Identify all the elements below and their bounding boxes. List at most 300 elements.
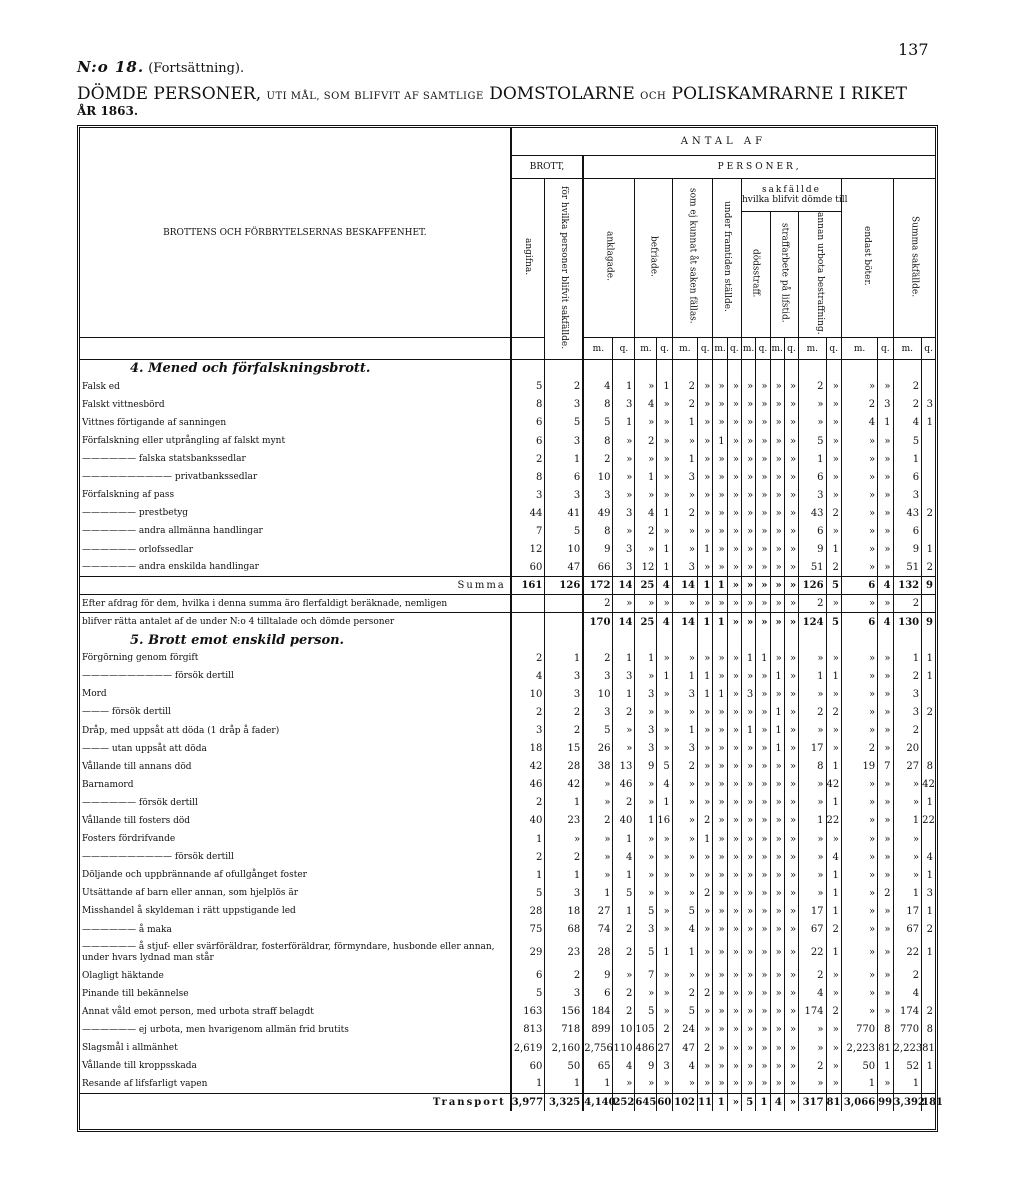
cell-value: » (635, 830, 657, 848)
table-row (80, 921, 935, 939)
cell-value: » (672, 486, 697, 504)
cell-value: 1 (657, 541, 672, 559)
cell-value: » (826, 649, 841, 667)
cell-value: » (727, 703, 741, 721)
cell-value: » (635, 884, 657, 902)
cell-value: 2,160 (545, 1039, 583, 1057)
cell-value: 3 (613, 667, 635, 685)
cell-value: » (613, 522, 635, 540)
col-sakfallde-for: för hvilka personer blifvit sakfällde. (545, 178, 583, 360)
cell-value: 3 (672, 685, 697, 703)
cell-value (922, 522, 935, 540)
cell-value: » (784, 1093, 798, 1111)
cell-value: » (698, 486, 713, 504)
cell-value: » (770, 921, 784, 939)
row-label: —————— försök dertill (80, 794, 511, 812)
cell-value: 170 (583, 613, 613, 631)
cell-value: » (741, 595, 755, 613)
cell-value: 2 (799, 967, 826, 985)
cell-value: » (713, 1039, 727, 1057)
cell-value: » (613, 1075, 635, 1093)
page-series (77, 58, 244, 76)
cell-value: 486 (635, 1039, 657, 1057)
cell-value: 5 (635, 939, 657, 967)
row-label: —————— andra allmänna handlingar (80, 522, 511, 540)
cell-value: » (878, 667, 893, 685)
cell-value: » (713, 721, 727, 739)
summa-row (80, 577, 935, 595)
cell-value: » (635, 985, 657, 1003)
cell-value: 1 (698, 541, 713, 559)
cell-value: 1 (756, 649, 770, 667)
statistics-table (80, 128, 943, 1111)
cell-value: » (799, 794, 826, 812)
cell-value: 4 (583, 378, 613, 396)
cell-value: 1 (878, 1057, 893, 1075)
cell-value: » (698, 432, 713, 450)
cell-value: 3 (672, 468, 697, 486)
mq-label: q. (878, 338, 893, 360)
cell-value: 1 (893, 649, 922, 667)
mq-label: m. (713, 338, 727, 360)
row-label: Transport (80, 1093, 511, 1111)
cell-value: 2 (613, 939, 635, 967)
cell-value: 2 (698, 812, 713, 830)
cell-value: 50 (545, 1057, 583, 1075)
table-row (80, 902, 935, 920)
cell-value: 1 (511, 830, 545, 848)
cell-value: » (770, 866, 784, 884)
cell-value: » (756, 921, 770, 939)
cell-value: » (878, 595, 893, 613)
cell-value: 1 (613, 685, 635, 703)
row-label: Efter afdrag för dem, hvilka i denna summa äro flerfaldigt beräknade, nemligen (80, 595, 511, 613)
row-label: Döljande och uppbrännande af ofullgånget foster (80, 866, 511, 884)
cell-value: » (727, 396, 741, 414)
cell-value: 6 (841, 613, 877, 631)
cell-value: » (698, 468, 713, 486)
cell-value: 1 (826, 866, 841, 884)
cell-value: 9 (799, 541, 826, 559)
cell-value: » (657, 685, 672, 703)
cell-value: » (826, 685, 841, 703)
cell-value: » (878, 721, 893, 739)
cell-value: 5 (583, 721, 613, 739)
cell-value: 2 (893, 667, 922, 685)
cell-value: » (799, 1021, 826, 1039)
cell-value: 65 (583, 1057, 613, 1075)
cell-value: » (657, 848, 672, 866)
cell-value: » (635, 414, 657, 432)
cell-value: » (741, 378, 755, 396)
cell-value: 43 (799, 504, 826, 522)
cell-value: » (698, 1021, 713, 1039)
cell-value: 42 (922, 779, 935, 791)
cell-value: 5 (635, 902, 657, 920)
cell-value: » (784, 450, 798, 468)
cell-value: 5 (826, 613, 841, 631)
cell-value: » (770, 1003, 784, 1021)
cell-value: 9 (635, 758, 657, 776)
cell-value: 2 (511, 794, 545, 812)
cell-value: » (756, 1057, 770, 1075)
cell-value: 3 (926, 887, 933, 899)
cell-value: 52 (893, 1057, 922, 1075)
cell-value: » (784, 649, 798, 667)
cell-value: » (784, 378, 798, 396)
cell-value: » (727, 486, 741, 504)
cell-value: 15 (545, 740, 583, 758)
cell-value: » (770, 486, 784, 504)
cell-value: » (713, 450, 727, 468)
cell-value: » (756, 450, 770, 468)
cell-value: 7 (511, 522, 545, 540)
table-row (80, 414, 935, 432)
cell-value: 1 (672, 414, 697, 432)
cell-value: » (657, 522, 672, 540)
cell-value: 26 (583, 740, 613, 758)
cell-value: » (741, 794, 755, 812)
cell-value: » (893, 794, 922, 812)
cell-value: » (878, 1075, 893, 1093)
cell-value: 1 (635, 649, 657, 667)
cell-value: 1 (583, 884, 613, 902)
cell-value: » (799, 649, 826, 667)
brott-header: BROTT, (511, 155, 584, 178)
cell-value: 6 (545, 468, 583, 486)
cell-value: » (826, 1021, 841, 1039)
mq-label: m. (583, 338, 613, 360)
cell-value (922, 468, 935, 486)
cell-value: » (878, 703, 893, 721)
cell-value: 1 (826, 939, 841, 967)
cell-value: » (698, 939, 713, 967)
cell-value: 10 (583, 468, 613, 486)
cell-value: 1 (583, 1075, 613, 1093)
cell-value: » (878, 649, 893, 667)
cell-value: » (698, 595, 713, 613)
cell-value: » (756, 740, 770, 758)
row-label: Förfalskning eller utprångling af falskt mynt (80, 432, 511, 450)
cell-value: 81 (922, 1042, 935, 1054)
mq-label: q. (727, 338, 741, 360)
cell-value: » (657, 884, 672, 902)
row-label: Barnamord (80, 776, 511, 794)
cell-value: » (841, 985, 877, 1003)
cell-value: » (713, 1003, 727, 1021)
cell-value: » (635, 794, 657, 812)
cell-value: » (784, 432, 798, 450)
cell-value: » (698, 1075, 713, 1093)
cell-value: » (841, 541, 877, 559)
cell-value: » (799, 1075, 826, 1093)
cell-value: » (841, 921, 877, 939)
row-label: ——— utan uppsåt att döda (80, 740, 511, 758)
cell-value: » (784, 414, 798, 432)
continuation-note: (Fortsättning). (148, 61, 245, 76)
cell-value: » (741, 1021, 755, 1039)
cell-value: 770 (893, 1021, 922, 1039)
cell-value: 1 (926, 869, 933, 881)
cell-value: » (635, 378, 657, 396)
cell-value: 6 (799, 468, 826, 486)
table-row (80, 667, 935, 685)
table-body (80, 360, 943, 1112)
mq-label: m. (672, 338, 697, 360)
cell-value: » (784, 522, 798, 540)
cell-value: » (841, 776, 877, 794)
cell-value: 2 (635, 432, 657, 450)
cell-value: » (784, 667, 798, 685)
cell-value: 1 (545, 450, 583, 468)
cell-value: 3 (511, 721, 545, 739)
cell-value: 2 (672, 396, 697, 414)
cell-value: » (727, 450, 741, 468)
cell-value: 1 (878, 414, 893, 432)
cell-value: 41 (545, 504, 583, 522)
cell-value: » (841, 432, 877, 450)
cell-value: » (727, 967, 741, 985)
cell-value: 60 (511, 559, 545, 577)
cell-value: » (713, 1057, 727, 1075)
cell-value: » (770, 884, 784, 902)
cell-value: » (657, 432, 672, 450)
cell-value: 2 (545, 967, 583, 985)
cell-value: » (741, 985, 755, 1003)
cell-value: » (756, 577, 770, 595)
cell-value: 132 (893, 577, 922, 595)
cell-value: 1 (893, 1075, 922, 1093)
cell-value: » (713, 486, 727, 504)
cell-value: » (741, 1075, 755, 1093)
cell-value: » (756, 902, 770, 920)
cell-value: » (713, 667, 727, 685)
cell-value: 4 (657, 577, 672, 595)
cell-value: 2 (583, 812, 613, 830)
cell-value: » (826, 468, 841, 486)
cell-value: 3 (613, 504, 635, 522)
cell-value: » (784, 559, 798, 577)
cell-value: 2 (926, 706, 933, 718)
cell-value: » (878, 559, 893, 577)
mq-header-row (80, 338, 935, 360)
table-row (80, 740, 935, 758)
cell-value: » (698, 559, 713, 577)
cell-value: » (756, 396, 770, 414)
cell-value: » (727, 740, 741, 758)
cell-value: » (770, 541, 784, 559)
page-number: 137 (898, 40, 929, 59)
title-part-a: DÖMDE PERSONER, (77, 84, 262, 104)
title-year: ÅR 1863. (77, 104, 139, 118)
cell-value: » (727, 613, 741, 631)
cell-value: 9 (893, 541, 922, 559)
cell-value: 3 (657, 1057, 672, 1075)
row-label: Summa (80, 577, 511, 595)
mq-label: q. (657, 338, 672, 360)
cell-value: » (770, 939, 784, 967)
cell-value: 126 (799, 577, 826, 595)
cell-value: 2 (613, 794, 635, 812)
cell-value: » (713, 1021, 727, 1039)
col-dodsstraff: dödsstraff. (741, 211, 770, 338)
cell-value: 60 (657, 1093, 672, 1111)
cell-value: 813 (511, 1021, 545, 1039)
cell-value: » (741, 848, 755, 866)
cell-value: » (698, 1057, 713, 1075)
cell-value: » (613, 450, 635, 468)
cell-value: 2 (826, 504, 841, 522)
cell-value: 4 (841, 414, 877, 432)
cell-value: 5 (672, 1003, 697, 1021)
cell-value: » (727, 685, 741, 703)
cell-value: 3 (672, 559, 697, 577)
cell-value: » (635, 703, 657, 721)
cell-value: » (784, 740, 798, 758)
cell-value: 4 (657, 776, 672, 794)
cell-value: 156 (545, 1003, 583, 1021)
cell-value: » (741, 1039, 755, 1057)
table-row (80, 721, 935, 739)
cell-value: 3 (893, 685, 922, 703)
cell-value: 1 (613, 830, 635, 848)
cell-value: 2 (826, 559, 841, 577)
row-label: Utsättande af barn eller annan, som hjelplös är (80, 884, 511, 902)
cell-value: 8 (583, 432, 613, 450)
table-row (80, 486, 935, 504)
cell-value: 3 (583, 667, 613, 685)
cell-value: 74 (583, 921, 613, 939)
col-annan-urbota: annan urbota bestraffning. (799, 211, 842, 338)
cell-value: » (698, 504, 713, 522)
cell-value: » (713, 740, 727, 758)
cell-value: » (727, 848, 741, 866)
table-row (80, 649, 935, 667)
cell-value: 51 (893, 559, 922, 577)
cell-value: 1 (657, 667, 672, 685)
cell-value: » (784, 830, 798, 848)
cell-value: 3 (878, 396, 893, 414)
cell-value: 44 (511, 504, 545, 522)
cell-value: 1 (926, 905, 933, 917)
cell-value: » (635, 848, 657, 866)
cell-value: » (657, 450, 672, 468)
cell-value: 2 (878, 884, 893, 902)
cell-value: » (741, 740, 755, 758)
cell-value: 2 (893, 396, 922, 414)
cell-value: » (756, 866, 770, 884)
cell-value: » (741, 758, 755, 776)
cell-value: 1 (511, 1075, 545, 1093)
cell-value: 3 (613, 559, 635, 577)
cell-value: 3 (926, 399, 933, 411)
row-label: —————— prestbetyg (80, 504, 511, 522)
cell-value: » (657, 921, 672, 939)
cell-value: 5 (545, 522, 583, 540)
cell-value: 12 (511, 541, 545, 559)
table-row (80, 848, 935, 866)
cell-value: 2 (893, 378, 922, 396)
cell-value: » (727, 378, 741, 396)
cell-value (922, 486, 935, 504)
cell-value: » (713, 758, 727, 776)
cell-value: » (756, 1003, 770, 1021)
cell-value: 6 (893, 522, 922, 540)
cell-value: » (878, 486, 893, 504)
row-label: —————— å maka (80, 921, 511, 939)
cell-value: » (727, 1075, 741, 1093)
table-row (80, 541, 935, 559)
table-row (80, 1057, 935, 1075)
cell-value: » (799, 866, 826, 884)
cell-value: 5 (583, 414, 613, 432)
cell-value: » (657, 1003, 672, 1021)
cell-value: » (741, 884, 755, 902)
cell-value: 1 (713, 432, 727, 450)
cell-value: 1 (657, 378, 672, 396)
cell-value: 1 (926, 544, 933, 556)
cell-value: 6 (511, 967, 545, 985)
cell-value: 2 (698, 985, 713, 1003)
page-title (77, 86, 907, 105)
cell-value: » (770, 812, 784, 830)
cell-value: 1 (698, 830, 713, 848)
cell-value: 110 (613, 1039, 635, 1057)
cell-value: » (784, 902, 798, 920)
cell-value: 2 (613, 1003, 635, 1021)
cell-value: » (826, 450, 841, 468)
cell-value: » (770, 985, 784, 1003)
cell-value: 17 (893, 902, 922, 920)
table-row (80, 985, 935, 1003)
cell-value: » (727, 522, 741, 540)
cell-value: 1 (545, 649, 583, 667)
cell-value: 130 (893, 613, 922, 631)
cell-value: 2 (799, 1057, 826, 1075)
cell-value: 3 (545, 685, 583, 703)
cell-value (922, 378, 935, 396)
cell-value: » (770, 685, 784, 703)
cell-value: 2 (799, 595, 826, 613)
cell-value: » (727, 541, 741, 559)
cell-value: 2 (583, 595, 613, 613)
cell-value: 4 (613, 1057, 635, 1075)
cell-value: » (878, 939, 893, 967)
cell-value: » (657, 703, 672, 721)
title-part-e: POLISKAMRARNE I RIKET (671, 84, 908, 104)
cell-value: » (713, 522, 727, 540)
cell-value (922, 740, 935, 758)
cell-value: 2 (672, 985, 697, 1003)
cell-value: 8 (799, 758, 826, 776)
table-row (80, 1039, 935, 1057)
row-label: —————————— privatbankssedlar (80, 468, 511, 486)
cell-value: 2 (672, 504, 697, 522)
cell-value (922, 830, 935, 848)
cell-value: » (826, 414, 841, 432)
cell-value: 1 (657, 504, 672, 522)
cell-value: » (698, 866, 713, 884)
cell-value: » (713, 649, 727, 667)
cell-value: » (698, 649, 713, 667)
cell-value: 3 (583, 486, 613, 504)
cell-value: 3 (613, 541, 635, 559)
cell-value: » (756, 1021, 770, 1039)
cell-value: 42 (511, 758, 545, 776)
cell-value: 66 (583, 559, 613, 577)
cell-value (922, 432, 935, 450)
cell-value: 172 (583, 577, 613, 595)
